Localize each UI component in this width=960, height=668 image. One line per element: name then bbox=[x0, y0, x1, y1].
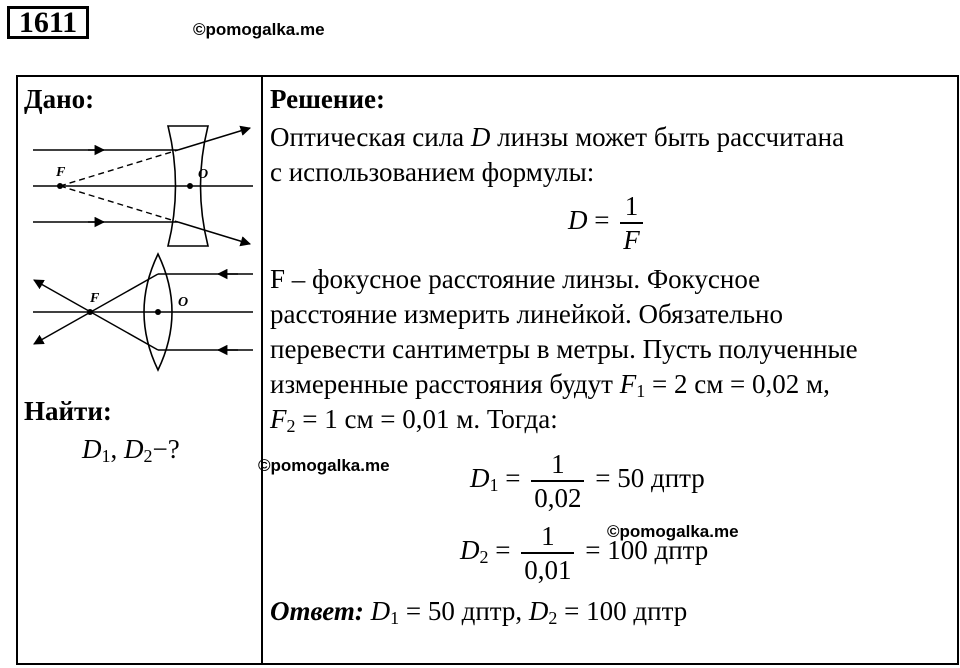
focus-point bbox=[87, 309, 93, 315]
optical-center bbox=[155, 309, 161, 315]
problem-number: 1611 bbox=[7, 6, 89, 39]
solution-header: Решение: bbox=[270, 84, 385, 114]
text-line: F – фокусное расстояние линзы. Фокусное bbox=[270, 264, 761, 294]
watermark: ©pomogalka.me bbox=[193, 20, 325, 39]
formula-d1: $D_1$ = $\frac{1}{0,02}$ = 50 дптр bbox=[470, 449, 705, 513]
find-header: Найти: bbox=[24, 396, 112, 426]
find-values: $D_1$, $D_2-$? bbox=[82, 434, 180, 466]
optical-center bbox=[187, 183, 193, 189]
diverging-lens-diagram bbox=[28, 120, 258, 250]
text-line: расстояние измерить линейкой. Обязательно bbox=[270, 299, 783, 329]
text-line: измеренные расстояния будут $F_1 = 2$ см = 0,02 м, bbox=[270, 369, 830, 401]
converging-lens-diagram bbox=[28, 252, 258, 376]
focus-label: F bbox=[90, 291, 100, 306]
text-line: $F_2 = 1$ см = 0,01 м. Тогда: bbox=[270, 404, 558, 436]
watermark: ©pomogalka.me bbox=[258, 456, 390, 475]
watermark: ©pomogalka.me bbox=[607, 522, 739, 541]
table-divider bbox=[261, 75, 263, 665]
focus-point bbox=[57, 183, 63, 189]
given-header: Дано: bbox=[24, 84, 95, 114]
focus-label: F bbox=[56, 165, 66, 180]
text-line: Оптическая сила D линзы может быть рассчитана bbox=[270, 122, 845, 152]
text-line: с использованием формулы: bbox=[270, 157, 595, 187]
center-label: O bbox=[178, 295, 189, 310]
center-label: O bbox=[198, 167, 209, 182]
formula-power: D = $\frac{1}{F}$ bbox=[568, 190, 647, 256]
formula-d2: $D_2$ = $\frac{1}{0,01}$ = 100 дптр bbox=[460, 521, 709, 585]
answer-line: Ответ: $D_1 = 50$ дптр, $D_2 = 100$ дптр bbox=[270, 596, 688, 628]
text-line: перевести сантиметры в метры. Пусть полученные bbox=[270, 334, 858, 364]
